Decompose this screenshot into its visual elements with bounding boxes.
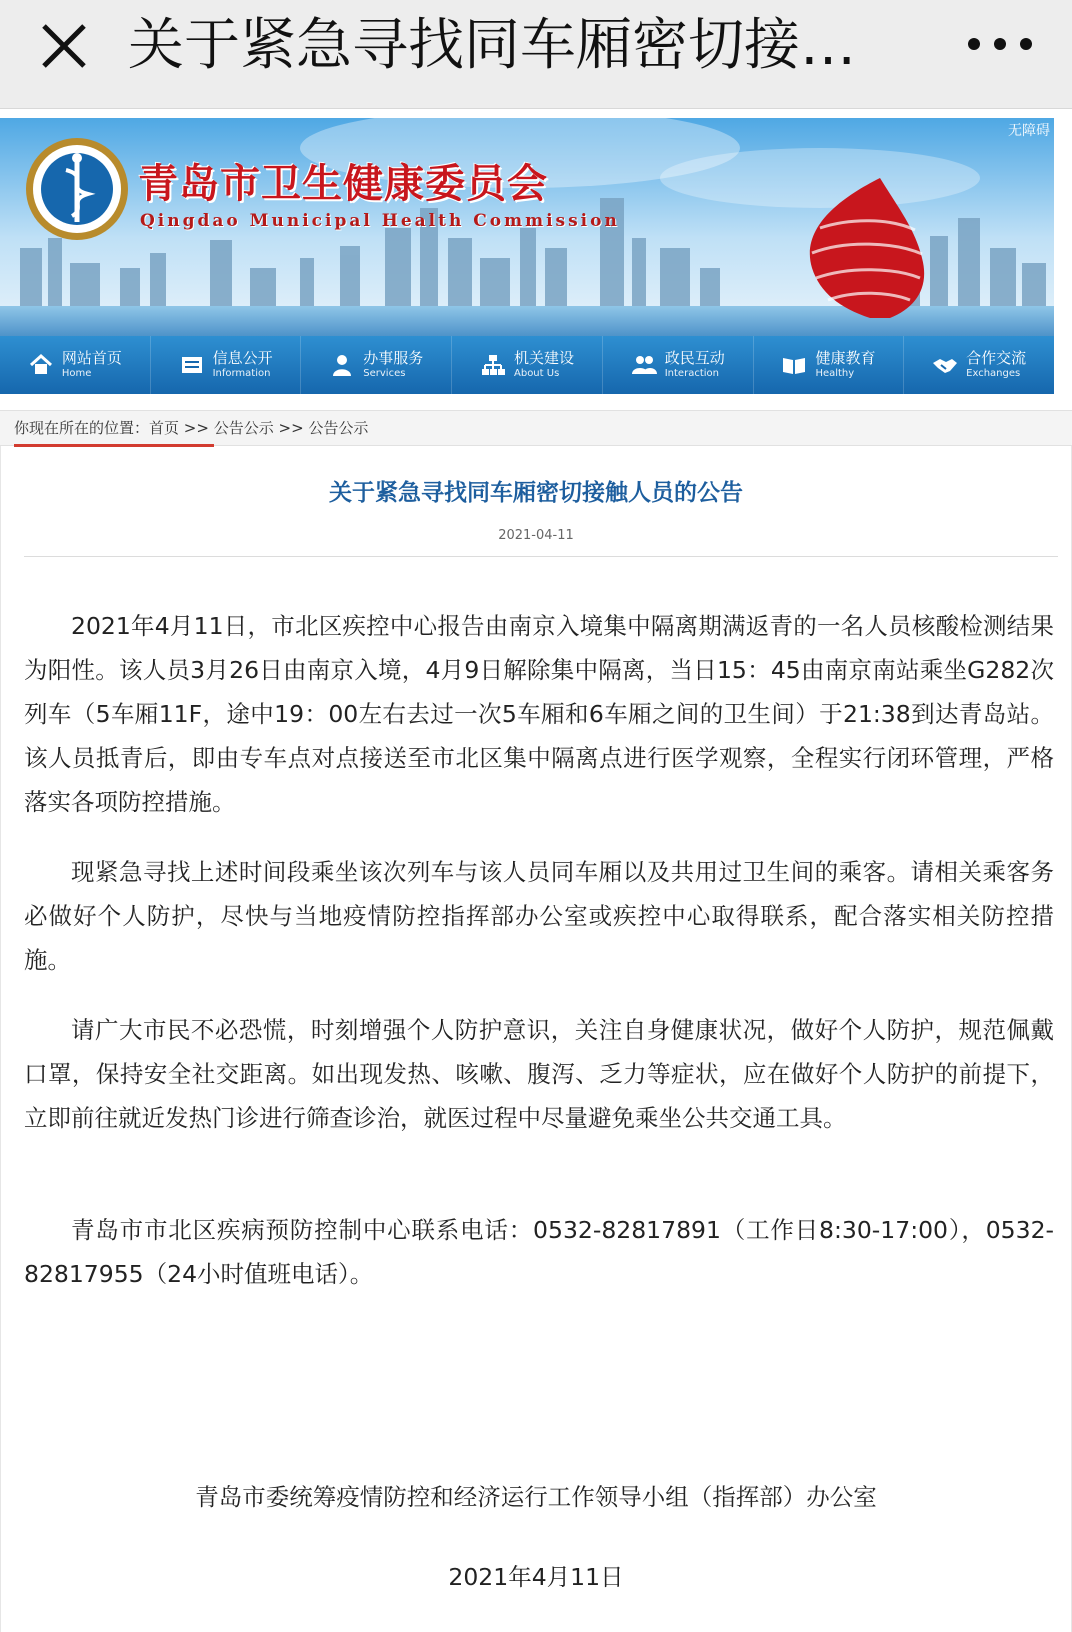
document-icon [179, 352, 205, 378]
nav-label: 信息公开 [212, 349, 273, 367]
nav-item-exchanges[interactable] [904, 336, 1054, 394]
nav-item-services[interactable] [301, 336, 452, 394]
home-icon [28, 352, 54, 378]
nav-label: 网站首页 [61, 349, 122, 367]
article-title: 关于紧急寻找同车厢密切接触人员的公告 [329, 480, 743, 506]
breadcrumb [0, 410, 1072, 446]
commission-logo-icon [24, 136, 130, 242]
app-bar [0, 0, 1072, 109]
breadcrumb-separator: >> [179, 419, 214, 437]
people-icon [631, 352, 657, 378]
nav-label-en: Information [212, 368, 271, 379]
page-title: 关于紧急寻找同车厢密切接… [128, 13, 856, 78]
site-subtitle: Qingdao Municipal Health Commission [140, 211, 620, 231]
nav-label: 机关建设 [514, 349, 575, 367]
signature-organization: 青岛市委统筹疫情防控和经济运行工作领导小组（指挥部）办公室 [195, 1483, 877, 1511]
breadcrumb-separator: >> [273, 419, 309, 437]
article-paragraph: 2021年4月11日，市北区疾控中心报告由南京入境集中隔离期满返青的一名人员核酸检测结果为阳性。该人员3月26日由南京入境，4月9日解除集中隔离，当日15：45由南京南站乘坐G282次列车（5车厢11F，途中19：00左右去过一次5车厢和6车厢之间的卫生间）于21:38到达青岛站。该人员抵青后，即由专车点对点接送至市北区集中隔离点进行医学观察，全程实行闭环管理，严格落实各项防控措施。 [24, 612, 1054, 816]
nav-item-information[interactable] [151, 336, 302, 394]
nav-label-en: Home [61, 368, 92, 379]
nav-label: 办事服务 [363, 349, 424, 367]
article-date: 2021-04-11 [498, 528, 574, 543]
org-chart-icon [480, 352, 506, 378]
nav-label-en: Healthy [815, 368, 855, 379]
breadcrumb-link-home[interactable]: 首页 [149, 419, 180, 437]
nav-label-en: Exchanges [966, 368, 1021, 379]
nav-label-en: Services [363, 368, 406, 379]
nav-item-about-us[interactable] [452, 336, 603, 394]
main-nav [0, 336, 1054, 394]
article-paragraph: 青岛市市北区疾病预防控制中心联系电话：0532-82817891（工作日8:30-17:00），0532-82817955（24小时值班电话）。 [24, 1216, 1054, 1288]
nav-label-en: Interaction [664, 368, 719, 379]
nav-label: 政民互动 [664, 349, 725, 367]
nav-label: 合作交流 [966, 349, 1027, 367]
breadcrumb-prefix: 你现在所在的位置： [14, 419, 150, 437]
breadcrumb-link-current[interactable]: 公告公示 [308, 419, 369, 437]
nav-label: 健康教育 [815, 349, 876, 367]
more-dots-icon[interactable] [960, 24, 1040, 64]
article-paragraph: 现紧急寻找上述时间段乘坐该次列车与该人员同车厢以及共用过卫生间的乘客。请相关乘客务必做好个人防护，尽快与当地疫情防控指挥部办公室或疾控中心取得联系，配合落实相关防控措施。 [24, 858, 1054, 974]
breadcrumb-link-announcements[interactable]: 公告公示 [213, 419, 274, 437]
nav-item-interaction[interactable] [603, 336, 754, 394]
accessibility-link[interactable]: 无障碍 [1008, 123, 1050, 139]
article-divider [24, 556, 1058, 557]
nav-label-en: About Us [514, 368, 560, 379]
nav-item-home[interactable] [0, 336, 151, 394]
signature-date: 2021年4月11日 [448, 1563, 624, 1591]
book-icon [781, 352, 807, 378]
nav-item-healthy[interactable] [754, 336, 905, 394]
close-icon[interactable] [36, 18, 92, 74]
handshake-icon [932, 352, 958, 378]
article-paragraph: 请广大市民不必恐慌，时刻增强个人防护意识，关注自身健康状况，做好个人防护，规范佩戴口罩，保持安全社交距离。如出现发热、咳嗽、腹泻、乏力等症状，应在做好个人防护的前提下，立即前往就近发热门诊进行筛查诊治，就医过程中尽量避免乘坐公共交通工具。 [24, 1016, 1054, 1132]
person-icon [329, 352, 355, 378]
site-title: 青岛市卫生健康委员会 [138, 160, 548, 207]
